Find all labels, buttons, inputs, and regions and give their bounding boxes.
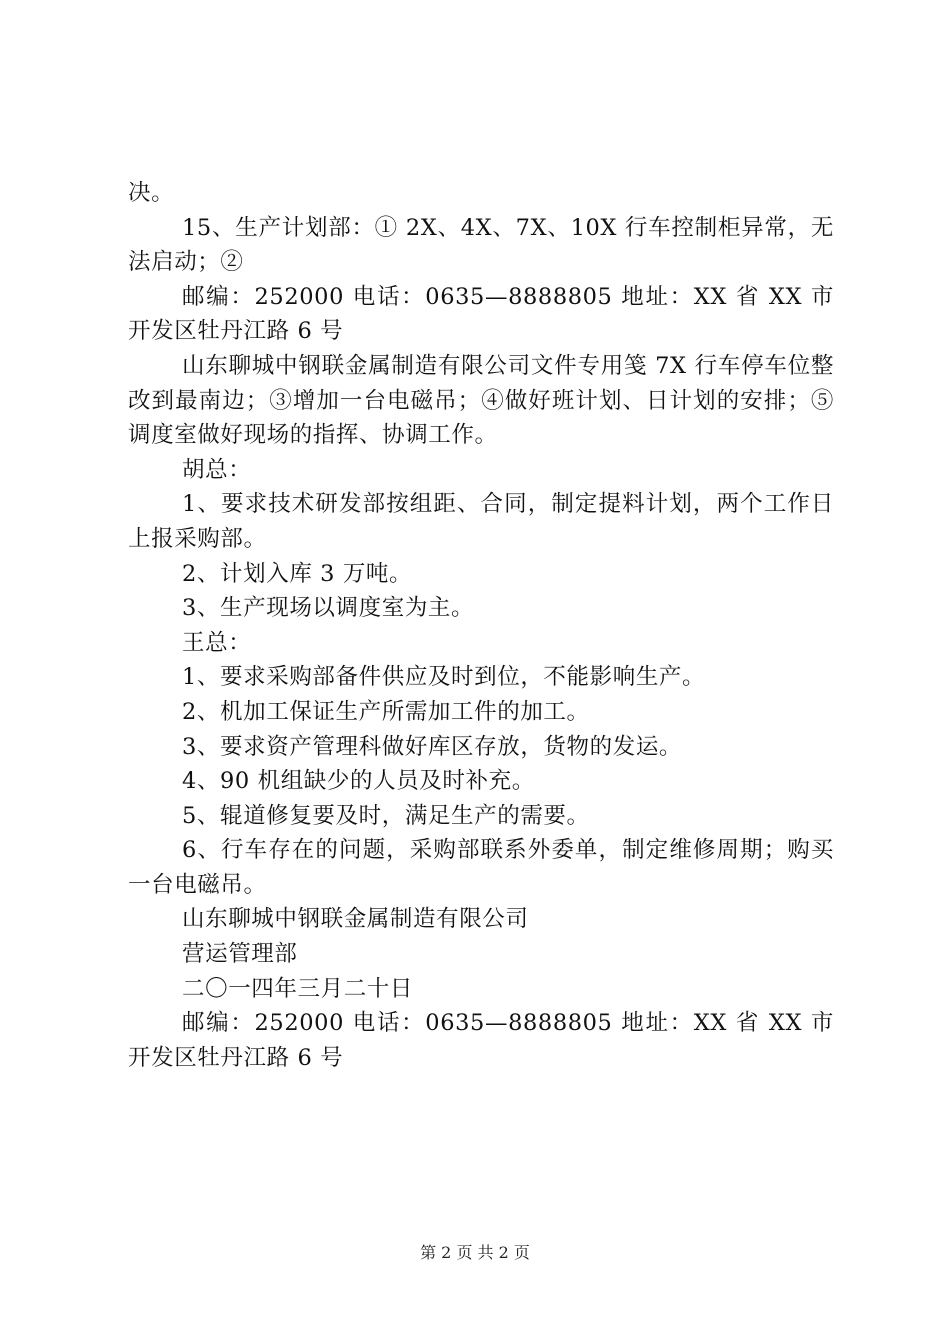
letterhead-contact-line: 邮编：252000 电话：0635—8888805 地址：XX 省 XX 市开发区牡丹江路 6 号: [128, 1010, 834, 1071]
signature-date: 二〇一四年三月二十日: [182, 975, 414, 1002]
speaker-heading-wang: 王总：: [182, 629, 252, 656]
list-item: 1、要求采购部备件供应及时到位，不能影响生产。: [182, 664, 706, 691]
list-item: 2、计划入库 3 万吨。: [182, 560, 413, 587]
list-item: 5、辊道修复要及时，满足生产的需要。: [182, 802, 590, 829]
list-item: 3、生产现场以调度室为主。: [182, 595, 475, 622]
speaker-heading-hu: 胡总：: [182, 456, 252, 483]
list-item: 2、机加工保证生产所需加工件的加工。: [182, 698, 590, 725]
letterhead-contact-line: 邮编：252000 电话：0635—8888805 地址：XX 省 XX 市开发区牡丹江路 6 号: [128, 283, 834, 345]
paragraph-letterhead-continuation: 山东聊城中钢联金属制造有限公司文件专用笺 7X 行车停车位整改到最南边；③增加一台电磁吊；④做好班计划、日计划的安排；⑤调度室做好现场的指挥、协调工作。: [128, 352, 834, 449]
paragraph-item-15: 15、生产计划部：① 2X、4X、7X、10X 行车控制柜异常，无法启动；②: [128, 214, 834, 276]
list-item: 3、要求资产管理科做好库区存放，货物的发运。: [182, 733, 683, 760]
document-body: [128, 176, 834, 1075]
signature-company: 山东聊城中钢联金属制造有限公司: [182, 906, 529, 933]
paragraph-continuation: 决。: [128, 180, 175, 206]
signature-department: 营运管理部: [182, 941, 298, 968]
list-item: 1、要求技术研发部按组距、合同，制定提料计划，两个工作日上报采购部。: [128, 491, 834, 552]
list-item: 4、90 机组缺少的人员及时补充。: [182, 768, 535, 795]
page-footer: 第 2 页 共 2 页: [420, 1243, 530, 1262]
list-item: 6、行车存在的问题，采购部联系外委单，制定维修周期；购买一台电磁吊。: [128, 837, 834, 898]
